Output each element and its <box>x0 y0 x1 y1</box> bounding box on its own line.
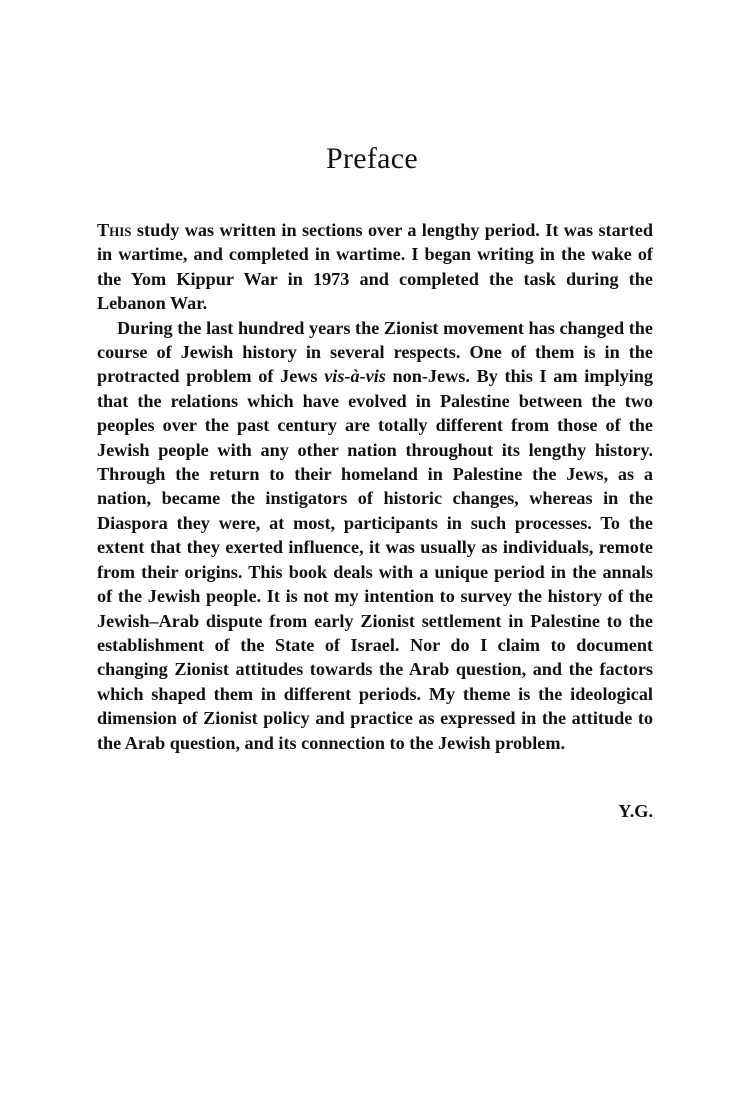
paragraph-2 <box>97 316 653 755</box>
paragraph-1-text: study was written in sections over a lengthy period. It was started in wartime, and completed in wartime. I began writing in the wake of the Yom Kippur War in 1973 and completed the task during the Lebanon War. <box>97 220 653 314</box>
italic-phrase: vis-à-vis <box>324 366 386 387</box>
preface-body <box>97 218 653 755</box>
author-signature: Y.G. <box>618 801 653 821</box>
paragraph-2-text-end: non-Jews. By this I am implying that the relations which have evolved in Palestine between the two peoples over the past century are totally different from those of the Jewish people with any other nation throughout its lengthy history. Through the return to their homeland in Palestine the Jews, as a nation, became the instigators of historic changes, whereas in the Diaspora they were, at most, participants in such processes. To the extent that they exerted influence, it was usually as individuals, remote from their origins. This book deals with a unique period in the annals of the Jewish people. It is not my intention to survey the history of the Jewish–Arab dispute from early Zionist settlement in Palestine to the establishment of the State of Israel. Nor do I claim to document changing Zionist attitudes towards the Arab question, and the factors which shaped them in different periods. My theme is the ideological dimension of Zionist policy and practice as expressed in the attitude to the Arab question, and its connection to the Jewish problem. <box>97 366 653 753</box>
paragraph-2-text-start: During the last hundred years the Zionist movement has changed the course of Jewish history in several respects. One of them is in the protracted problem of Jews <box>97 317 653 387</box>
paragraph-1 <box>97 218 653 316</box>
lead-word-small-caps: This <box>97 220 132 240</box>
page-title: Preface <box>325 142 419 175</box>
